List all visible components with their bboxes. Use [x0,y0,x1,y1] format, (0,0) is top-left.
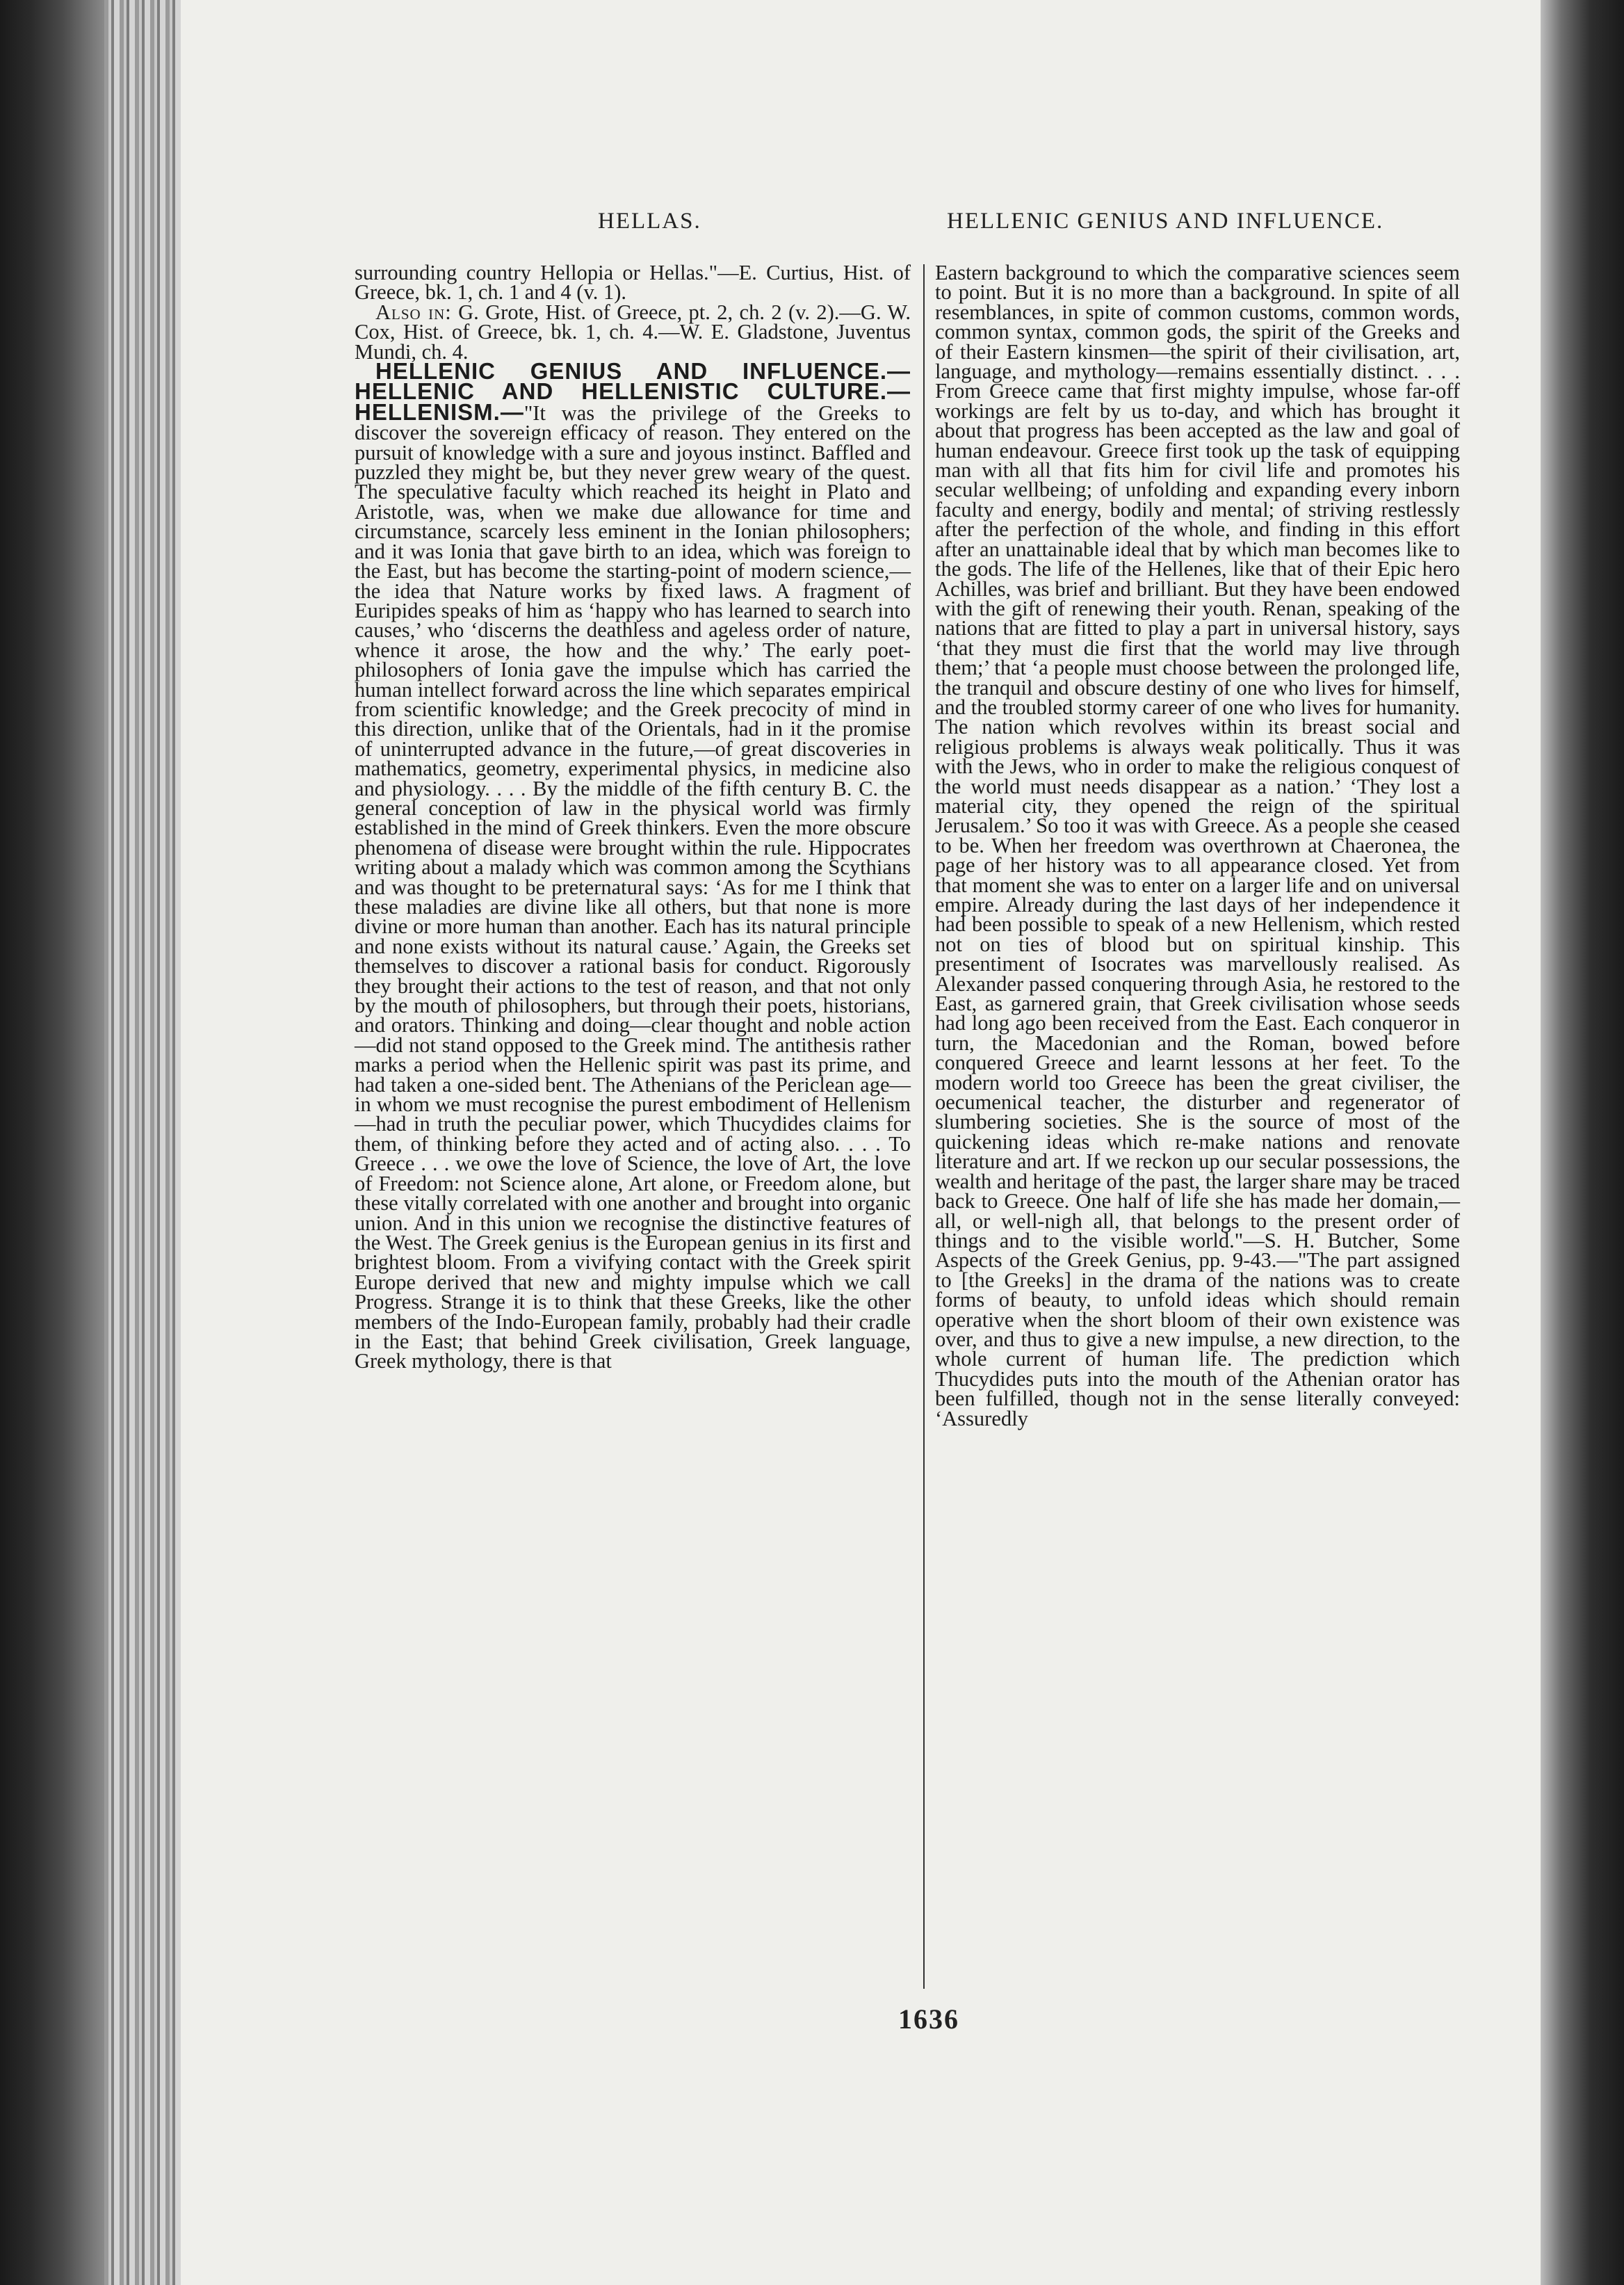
book-binding [0,0,104,2285]
article-body-left: "It was the privilege of the Greeks to discover the sovereign efficacy of reason. They entered on the pursuit of knowledge with a sure and joyous instinct. Baffled and puzzled they might be, but they never grew weary of the quest. The speculative faculty which reached its height in Plato and Aristotle, was, when we make due allowance for time and circumstance, scarcely less eminent in the Ionian philosophers; and it was Ionia that gave birth to an idea, which was foreign to the East, but has become the starting-point of modern science,— the idea that Nature works by fixed laws. A fragment of Euripides speaks of him as ‘happy who has learned to search into causes,’ who ‘discerns the deathless and ageless order of nature, whence it arose, the how and the why.’ The early poet-philosophers of Ionia gave the impulse which has carried the human intellect forward across the line which separates empirical from scientific knowledge; and the Greek precocity of mind in this direction, unlike that of the Orientals, had in it the promise of uninterrupted advance in the future,—of great discoveries in mathematics, geometry, experimental physics, in medicine also and physiology. . . . By the middle of the fifth century B. C. the general conception of law in the physical world was firmly established in the mind of Greek thinkers. Even the more obscure phenomena of disease were brought within the rule. Hippocrates writing about a malady which was common among the Scythians and was thought to be preternatural says: ‘As for me I think that these maladies are divine like all others, but that none is more divine or more human than another. Each has its natural principle and none exists without its natural cause.’ Again, the Greeks set themselves to discover a rational basis for conduct. Rigorously they brought their actions to the test of reason, and that not only by the mouth of philosophers, but through their poets, historians, and orators. Thinking and doing—clear thought and noble action—did not stand opposed to the Greek mind. The antithesis rather marks a period when the Hellenic spirit was past its prime, and had taken a one-sided bent. The Athenians of the Periclean age—in whom we must recognise the purest embodiment of Hellenism—had in truth the peculiar power, which Thucydides claims for them, of thinking before they acted and of acting also. . . . To Greece . . . we owe the love of Science, the love of Art, the love of Freedom: not Science alone, Art alone, or Freedom alone, but these vitally correlated with one another and brought into organic union. And in this union we recognise the distinctive features of the West. The Greek genius is the European genius in its first and brightest bloom. From a vivifying contact with the Greek spirit Europe derived that new and mighty impulse which we call Progress. Strange it is to think that these Greeks, like the other members of the Indo-European family, probably had their cradle in the East; that behind Greek civilisation, Greek language, Greek mythology, there is that [355,401,911,1373]
intro-paragraph: surrounding country Hellopia or Hellas."—E. Curtius, Hist. of Greece, bk. 1, ch. 1 and 4 (v. 1). [355,261,911,305]
page-number: 1636 [898,2003,959,2035]
also-in-paragraph [355,302,911,362]
column-rule [923,264,925,1989]
article-body-right: Eastern background to which the comparative sciences seem to point. But it is no more than a background. In spite of all resemblances, in spite of common customs, common words, common syntax, common gods, the spirit of the Greeks and of their Eastern kinsmen—the spirit of their civilisation, art, language, and mythology—remains essentially distinct. . . . From Greece came that first mighty impulse, whose far-off workings are felt by us to-day, and which has brought it about that progress has been accepted as the law and goal of human endeavour. Greece first took up the task of equipping man with all that fits him for civil life and promotes his secular wellbeing; of unfolding and expanding every inborn faculty and energy, bodily and mental; of striving restlessly after the perfection of the whole, and finding in this effort after an unattainable ideal that by which man becomes like to the gods. The life of the Hellenes, like that of their Epic hero Achilles, was brief and brilliant. But they have been endowed with the gift of renewing their youth. Renan, speaking of the nations that are fitted to play a part in universal history, says ‘that they must die first that the world may live through them;’ that ‘a people must choose between the prolonged life, the tranquil and obscure destiny of one who lives for himself, and the troubled stormy career of one who lives for humanity. The nation which revolves within its breast social and religious problems is always weak politically. Thus it was with the Jews, who in order to make the religious conquest of the world must needs disappear as a nation.’ ‘They lost a material city, they opened the reign of the spiritual Jerusalem.’ So too it was with Greece. As a people she ceased to be. When her freedom was overthrown at Chaeronea, the page of her history was to all appearance closed. Yet from that moment she was to enter on a larger life and on universal empire. Already during the last days of her independence it had been possible to speak of a new Hellenism, which rested not on ties of blood but on spiritual kinship. This presentiment of Isocrates was marvellously realised. As Alexander passed conquering through Asia, he restored to the East, as garnered grain, that Greek civilisation whose seeds had long ago been received from the East. Each conqueror in turn, the Macedonian and the Roman, bowed before conquered Greece and learnt lessons at her feet. To the modern world too Greece has been the great civiliser, the oecumenical teacher, the disturber and regenerator of slumbering societies. She is the source of most of the quickening ideas which re-make nations and renovate literature and art. If we reckon up our secular possessions, the wealth and heritage of the past, the larger share may be traced back to Greece. One half of life she has made her domain,—all, or well-nigh all, that belongs to the present order of things and to the visible world."—S. H. Butcher, Some Aspects of the Greek Genius, pp. 9-43.—"The part assigned to [the Greeks] in the drama of the nations was to create forms of beauty, to unfold ideas which should remain operative when the short bloom of their own existence was over, and thus to give a new impulse, a new direction, to the whole current of human life. The prediction which Thucydides puts into the mouth of the Athenian orator has been fulfilled, though not in the sense literally conveyed: ‘Assuredly [935,261,1460,1430]
running-head-left: HELLAS. [598,209,701,234]
article-heading: HELLENIC GENIUS AND INFLUENCE.—HELLENIC AND HELLENISTIC CULTURE.—HELLENISM.— [355,358,911,425]
also-in-text: G. Grote, Hist. of Greece, pt. 2, ch. 2 (v. 2).—G. W. Cox, Hist. of Greece, bk. 1, ch. 4.—W. E. Gladstone, Juventus Mundi, ch. 4. [355,300,911,364]
right-column [935,263,1460,1428]
left-column [355,263,911,1371]
article-paragraph [355,358,911,1373]
also-in-label: Also in: [375,300,452,324]
page-edges [104,0,181,2285]
scan-edge [1541,0,1624,2285]
running-head-right: HELLENIC GENIUS AND INFLUENCE. [947,209,1384,234]
